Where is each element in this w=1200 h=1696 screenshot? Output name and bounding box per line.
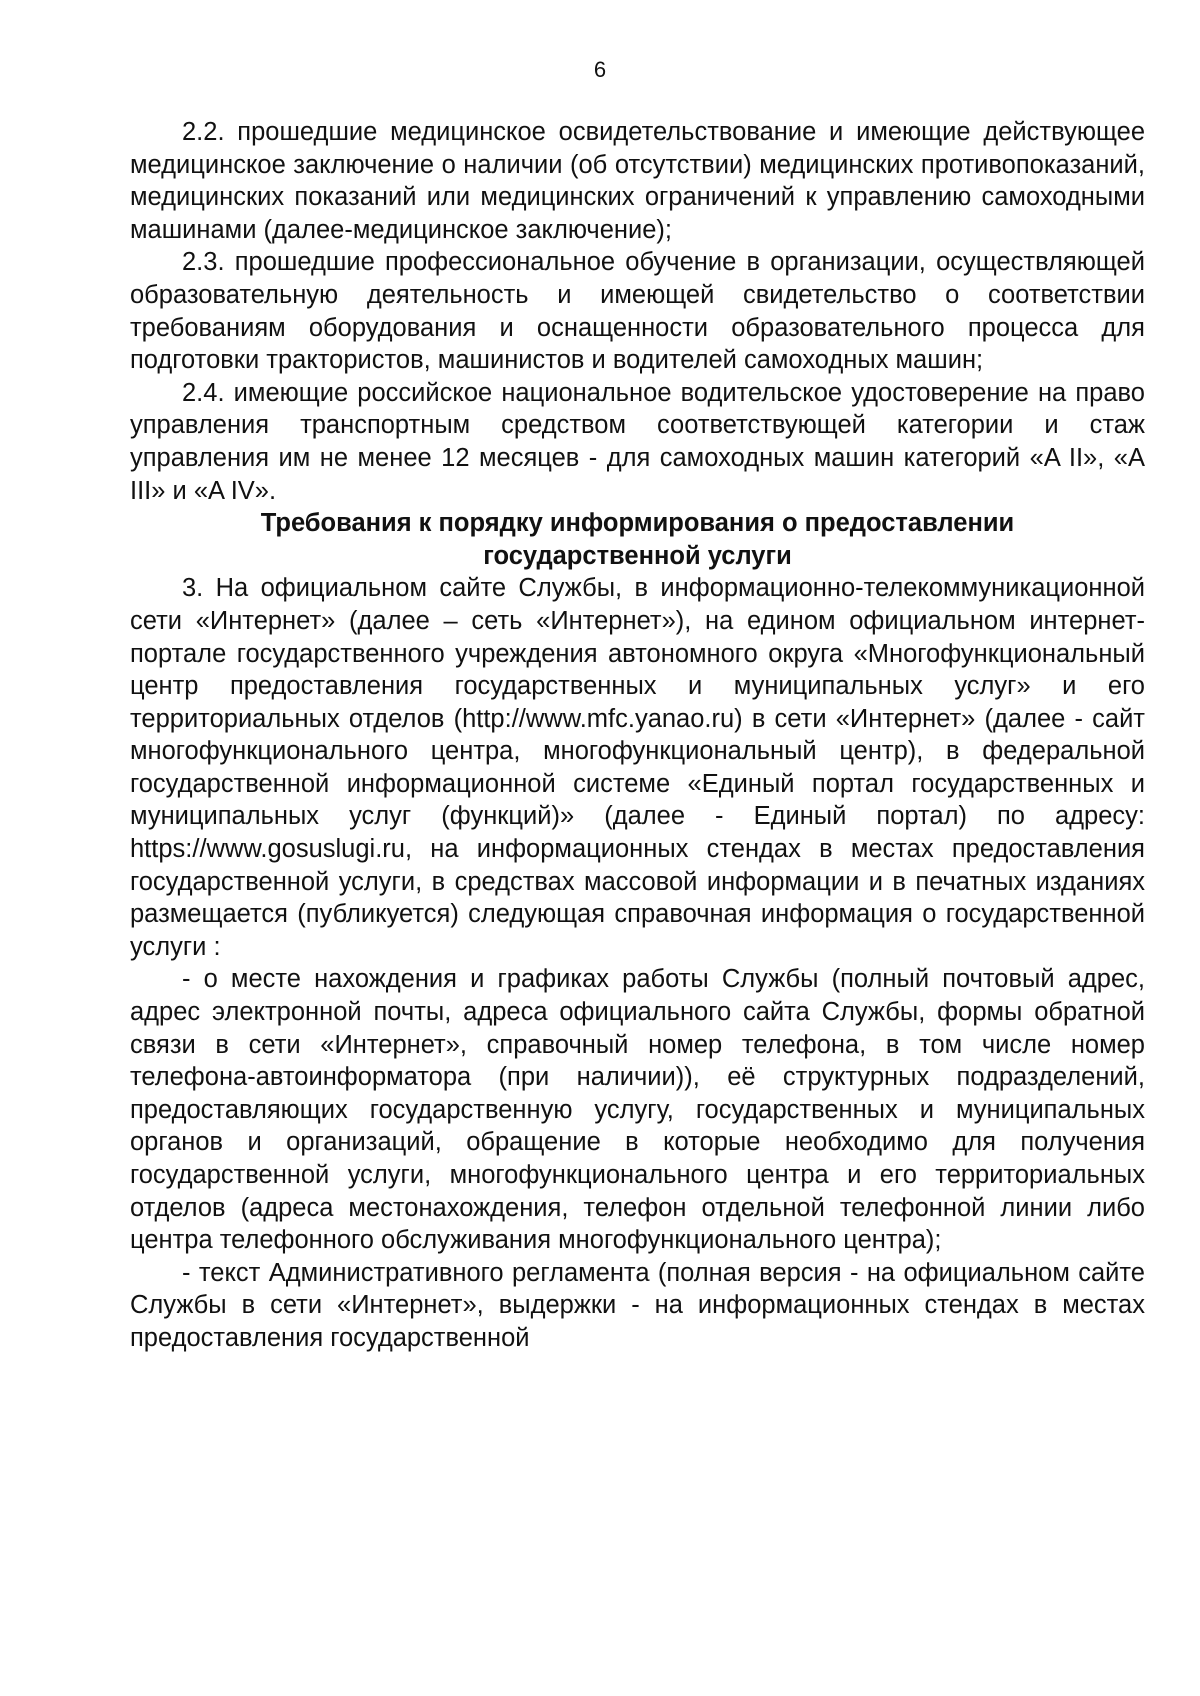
paragraph-3: 3. На официальном сайте Службы, в информационно-телекоммуникационной сети «Интернет» (далее – сеть «Интернет»), на едином официальном интернет-портале государственного учреждения автономного округа «Многофункциональный центр предоставления государственных и муниципальных услуг» и его территориальных отделов (http://www.mfc.yanao.ru) в сети «Интернет» (далее - сайт многофункционального центра, многофункциональный центр), в федеральной государственной информационной системе «Единый портал государственных и муниципальных услуг (функций)» (далее - Единый портал) по адресу: https://www.gosuslugi.ru, на информационных стендах в местах предоставления государственной услуги, в средствах массовой информации и в печатных изданиях размещается (публикуется) следующая справочная информация о государственной услуги : bbox=[130, 574, 1145, 961]
section-heading-line-2: государственной услуги bbox=[483, 541, 792, 570]
document-body bbox=[130, 116, 1145, 1355]
list-item-location-schedule: - о месте нахождения и графиках работы Службы (полный почтовый адрес, адрес электронной почты, адреса официального сайта Службы, формы обратной связи в сети «Интернет», справочный номер телефона, в том числе номер телефона-автоинформатора (при наличии)), её структурных подразделений, предоставляющих государственную услугу, государственных и муниципальных органов и организаций, обращение в которые необходимо для получения государственной услуги, многофункционального центра и его территориальных отделов (адреса местонахождения, телефон отдельной телефонной линии либо центра телефонного обслуживания многофункционального центра); bbox=[130, 965, 1145, 1255]
section-heading-line-1: Требования к порядку информирования о предоставлении bbox=[260, 509, 1015, 538]
section-heading bbox=[130, 507, 1145, 572]
paragraph-2-3: 2.3. прошедшие профессиональное обучение в организации, осуществляющей образовательную деятельность и имеющей свидетельство о соответствии требованиям оборудования и оснащенности образовательного процесса для подготовки трактористов, машинистов и водителей самоходных машин; bbox=[130, 248, 1145, 375]
paragraph-2-4: 2.4. имеющие российское национальное водительское удостоверение на право управления транспортным средством соответствующей категории и стаж управления им не менее 12 месяцев - для самоходных машин категорий «A II», «A III» и «A IV». bbox=[130, 378, 1145, 505]
list-item-regulation-text: - текст Административного регламента (полная версия - на официальном сайте Службы в сети «Интернет», выдержки - на информационных стендах в местах предоставления государственной bbox=[130, 1258, 1145, 1352]
page-number: 6 bbox=[593, 57, 607, 82]
paragraph-2-2: 2.2. прошедшие медицинское освидетельствование и имеющие действующее медицинское заключение о наличии (об отсутствии) медицинских противопоказаний, медицинских показаний или медицинских ограничений к управлению самоходными машинами (далее-медицинское заключение); bbox=[130, 118, 1145, 244]
